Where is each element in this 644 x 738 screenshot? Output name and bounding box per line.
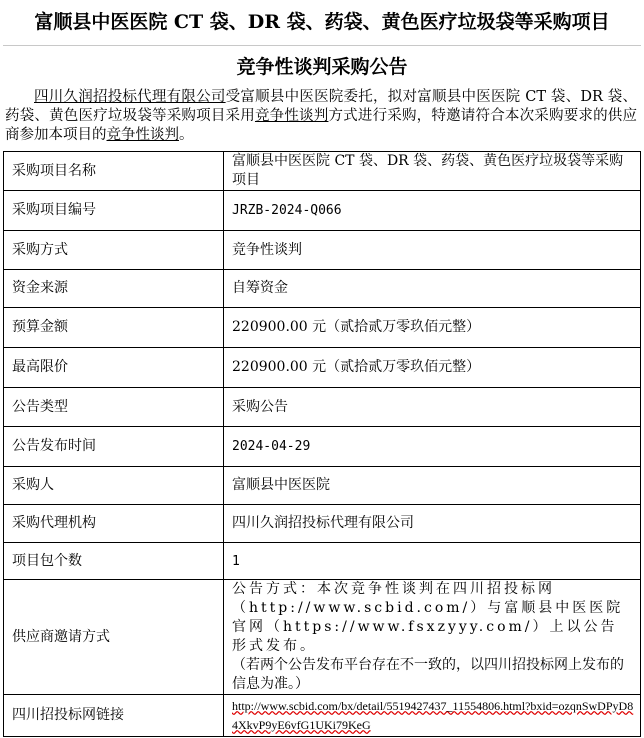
table-row — [4, 695, 641, 737]
row-value: 富顺县中医医院 CT 袋、DR 袋、药袋、黄色医疗垃圾袋等采购项目 — [224, 152, 641, 191]
info-table — [3, 151, 641, 737]
row-label: 项目包个数 — [4, 543, 224, 580]
row-value: 竞争性谈判 — [224, 231, 641, 270]
row-label: 采购方式 — [4, 231, 224, 270]
table-row — [4, 152, 641, 191]
row-value — [224, 580, 641, 695]
table-row — [4, 427, 641, 467]
intro-text-3: 。 — [179, 127, 194, 143]
table-row — [4, 467, 641, 505]
intro-text-2: 方式进行采购，特邀请符合本次采购要求的供应商参加本项目的 — [5, 108, 638, 143]
row-value: 富顺县中医医院 — [224, 467, 641, 505]
table-row — [4, 388, 641, 427]
row-label: 供应商邀请方式 — [4, 580, 224, 695]
row-label: 公告发布时间 — [4, 427, 224, 467]
row-value: 采购公告 — [224, 388, 641, 427]
row-value: 2024-04-29 — [224, 427, 641, 467]
intro-paragraph — [5, 88, 637, 145]
table-row — [4, 231, 641, 270]
page-subtitle: 竞争性谈判采购公告 — [236, 56, 408, 78]
row-value — [224, 695, 641, 737]
row-label: 采购项目名称 — [4, 152, 224, 191]
row-label: 公告类型 — [4, 388, 224, 427]
table-row — [4, 348, 641, 388]
intro-method-2: 竞争性谈判 — [106, 127, 179, 143]
row-value: 220900.00 元（贰拾贰万零玖佰元整） — [224, 348, 641, 388]
row-value: 1 — [224, 543, 641, 580]
invite-method-text: 公告方式：本次竞争性谈判在四川招投标网（http://www.scbid.com/）与富顺县中医医院官网（https://www.fsxzyyy.com/）上以公告形式发布。 — [232, 581, 624, 654]
row-label: 最高限价 — [4, 348, 224, 388]
row-value: JRZB-2024-Q066 — [224, 191, 641, 231]
intro-text-1: 受富顺县中医医院委托，拟对富顺县中医医院 CT 袋、DR 袋、药袋、黄色医疗垃圾袋等采购项目采用 — [5, 89, 637, 124]
table-row — [4, 580, 641, 695]
row-value: 四川久润招投标代理有限公司 — [224, 505, 641, 543]
table-row — [4, 191, 641, 231]
row-label: 资金来源 — [4, 270, 224, 308]
table-row — [4, 270, 641, 308]
scbid-link[interactable]: http://www.scbid.com/bx/detail/5519427437_11554806.html?bxid=ozqnSwDPyD84XkvP9yE6vfG1UKi79KeG — [232, 698, 634, 732]
page-title: 富顺县中医医院 CT 袋、DR 袋、药袋、黄色医疗垃圾袋等采购项目 — [34, 11, 610, 33]
table-row — [4, 308, 641, 348]
row-label: 采购项目编号 — [4, 191, 224, 231]
row-label: 采购代理机构 — [4, 505, 224, 543]
row-value: 自筹资金 — [224, 270, 641, 308]
intro-method: 竞争性谈判 — [254, 108, 329, 124]
agency-name: 四川久润招投标代理有限公司 — [34, 89, 226, 105]
table-row — [4, 543, 641, 580]
row-value: 220900.00 元（贰拾贰万零玖佰元整） — [224, 308, 641, 348]
title-divider — [3, 45, 641, 46]
row-label: 四川招投标网链接 — [4, 695, 224, 737]
row-label: 预算金额 — [4, 308, 224, 348]
table-row — [4, 505, 641, 543]
invite-note-text: （若两个公告发布平台存在不一致的，以四川招投标网上发布的信息为准。） — [232, 657, 624, 692]
row-label: 采购人 — [4, 467, 224, 505]
